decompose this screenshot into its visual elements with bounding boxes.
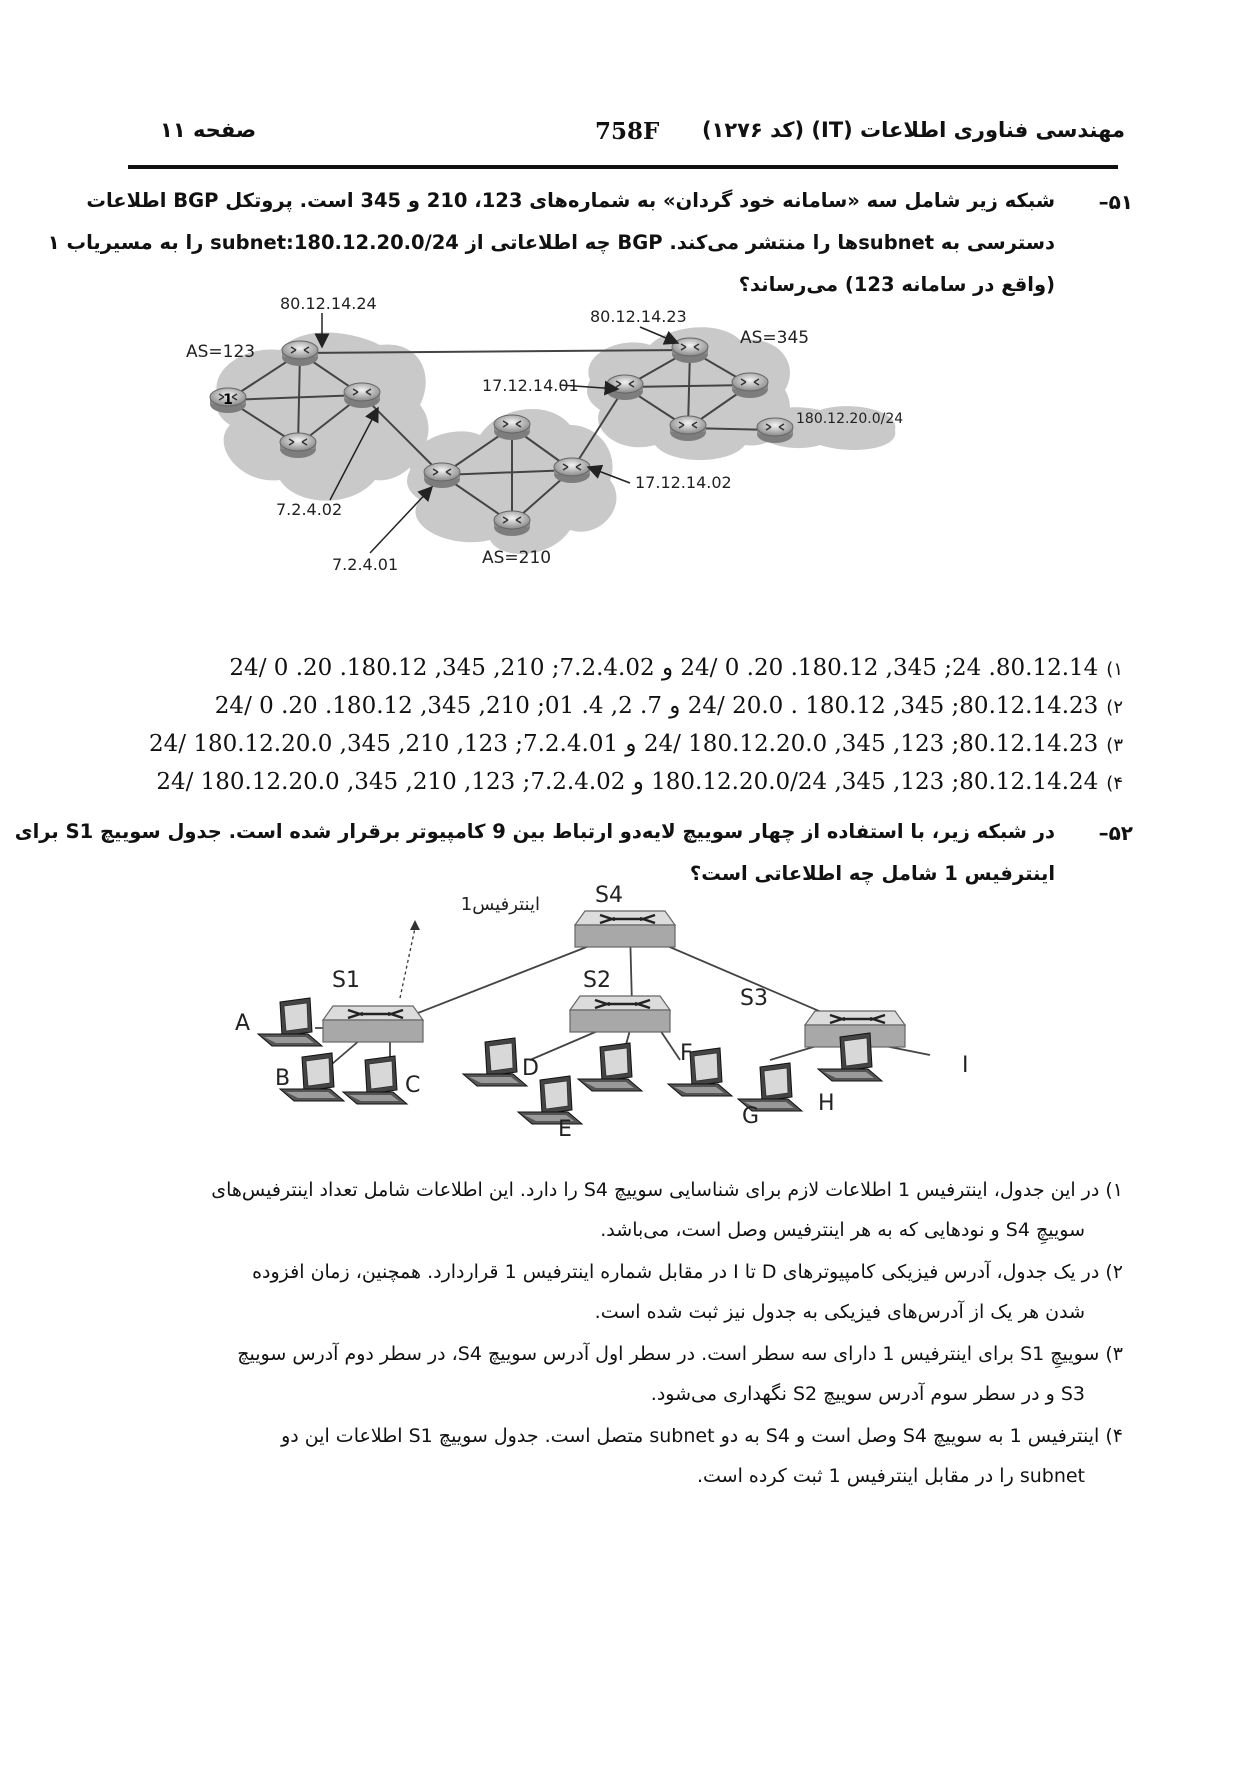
ip-17-12-14-02: 17.12.14.02: [635, 473, 732, 492]
q52-answer-1-number: ۱): [1105, 1179, 1123, 1201]
computer-a: [258, 998, 322, 1046]
switch-s4: [575, 911, 675, 947]
q52-answer-1-line-2: سوییچِ S4 و نودهایی که به هر اینترفیس وصل است، می‌باشد.: [600, 1219, 1085, 1241]
label-s4: S4: [595, 883, 623, 908]
q52-answer-2-line-2: شدن هر یک از آدرس‌های فیزیکی به جدول نیز ثبت شده است.: [594, 1301, 1085, 1323]
q51-option-3-number: ۳): [1106, 735, 1123, 756]
q52-answer-3-line-1: سوییچِ S1 برای اینترفیس 1 دارای سه سطر است. در سطر اول آدرس سوییچ S4، در سطر دوم آدرس سوییچ: [237, 1343, 1100, 1365]
ip-80-12-14-24: 80.12.14.24: [280, 294, 377, 313]
q52-answer-4[interactable]: [123, 1416, 1123, 1496]
q52-answer-4-number: ۴): [1105, 1425, 1123, 1447]
q51-option-1[interactable]: [229, 655, 1123, 681]
q51-option-3-text: 80.12.14.23; 123, 345, 180.12.20.0 /24 و 7.2.4.01; 123, 210, 345, 180.12.20.0 /24: [148, 731, 1099, 757]
q51-option-4[interactable]: [156, 769, 1123, 795]
label-s3: S3: [740, 986, 768, 1011]
q52-answer-4-line-2: subnet را در مقابل اینترفیس 1 ثبت کرده است.: [696, 1465, 1085, 1487]
computer-c: [343, 1056, 407, 1104]
question-51-stem: [47, 180, 1055, 306]
q51-option-1-text: 80.12.14. 24; 345, 180.12. 20. 0 /24 و 7.2.4.02; 210, 345, 180.12. 20. 0 /24: [229, 655, 1099, 681]
page-number: صفحه ۱۱: [160, 118, 257, 142]
as210-label: AS=210: [482, 548, 552, 568]
ip-7-2-4-02: 7.2.4.02: [276, 500, 343, 519]
computer-e: [518, 1076, 582, 1124]
q51-option-4-text: 80.12.14.24; 123, 345, 180.12.20.0/24 و 7.2.4.02; 123, 210, 345, 180.12.20.0 /24: [156, 769, 1099, 795]
subnet-label: 180.12.20.0/24: [796, 411, 904, 427]
question-51-number: ۵۱–: [1098, 190, 1133, 214]
q52-answer-3-number: ۳): [1105, 1343, 1123, 1365]
q51-option-2-number: ۲): [1106, 697, 1123, 718]
q51-option-4-number: ۴): [1106, 773, 1123, 794]
switch-s1: [323, 1006, 423, 1042]
exam-code: 758F: [595, 118, 660, 145]
q52-answer-1[interactable]: [123, 1170, 1123, 1250]
ip-17-12-14-01: 17.12.14.01: [482, 376, 579, 395]
q51-option-2-text: 80.12.14.23; 345, 180.12 . 20.0 /24 و 7. 2, 4. 01; 210, 345, 180.12. 20. 0 /24: [214, 693, 1099, 719]
q52-answer-3-line-2: S3 و در سطر سوم آدرس سوییچ S2 نگهداری می‌شود.: [650, 1383, 1085, 1405]
label-s2: S2: [583, 968, 611, 993]
q52-line-1: در شبکه زیر، با استفاده از چهار سوییچ لایه‌دو ارتباط بین 9 کامپیوتر برقرار شده است. جدول سوییچ S1 برای: [14, 820, 1055, 843]
switch-s2: [570, 996, 670, 1032]
label-c: C: [405, 1073, 421, 1098]
q52-answer-1-line-1: در این جدول، اینترفیس 1 اطلاعات لازم برای شناسایی سوییچ S4 را دارد. این اطلاعات شامل تعداد اینترفیس‌های: [211, 1179, 1100, 1201]
header-rule: [128, 165, 1118, 169]
label-g: G: [742, 1104, 760, 1129]
q52-answer-2-line-1: در یک جدول، آدرس فیزیکی کامپیوترهای D تا I در مقابل شماره اینترفیس 1 قراردارد. همچنین، زمان افزوده: [252, 1261, 1100, 1283]
q52-answer-2-number: ۲): [1105, 1261, 1123, 1283]
question-52-number: ۵۲–: [1098, 821, 1133, 845]
switch-network-diagram: [235, 880, 1000, 1150]
label-d: D: [522, 1056, 539, 1081]
label-e: E: [558, 1117, 572, 1142]
course-title: مهندسی فناوری اطلاعات (IT) (کد ۱۲۷۶): [701, 118, 1125, 142]
computer-f: [578, 1043, 642, 1091]
ip-7-2-4-01: 7.2.4.01: [332, 555, 399, 574]
label-b: B: [275, 1066, 291, 1091]
as345-label: AS=345: [740, 328, 810, 348]
q51-line-3: (واقع در سامانه 123) می‌رساند؟: [738, 273, 1055, 296]
label-a: A: [235, 1011, 251, 1036]
q52-line-2: اینترفیس 1 شامل چه اطلاعاتی است؟: [689, 862, 1055, 885]
label-f: F: [680, 1041, 693, 1066]
label-i: I: [962, 1053, 969, 1078]
q51-option-1-number: ۱): [1106, 659, 1123, 680]
q52-answer-2[interactable]: [123, 1252, 1123, 1332]
label-interface-1: اینترفیس1: [460, 894, 540, 915]
q51-option-2[interactable]: [215, 693, 1123, 719]
ip-80-12-14-23: 80.12.14.23: [590, 307, 687, 326]
q52-answer-4-line-1: اینترفیس 1 به سوییچ S4 وصل است و S4 به دو subnet متصل است. جدول سوییچ S1 اطلاعات این دو: [281, 1425, 1100, 1447]
label-s1: S1: [332, 968, 360, 993]
q51-line-1: شبکه زیر شامل سه «سامانه خود گردان» به شماره‌های 123، 210 و 345 است. پروتکل BGP اطلاعات: [86, 189, 1055, 212]
as123-label: AS=123: [186, 342, 256, 362]
router-1-label: 1: [223, 392, 233, 408]
bgp-network-diagram: [186, 294, 904, 640]
computer-d: [463, 1038, 527, 1086]
q52-answer-3[interactable]: [123, 1334, 1123, 1414]
q51-option-3[interactable]: [149, 731, 1123, 757]
label-h: H: [818, 1091, 835, 1116]
q51-line-2: دسترسی به subnetها را منتشر می‌کند. BGP چه اطلاعاتی از subnet:180.12.20.0/24 را به مسیریاب ۱: [47, 231, 1055, 254]
